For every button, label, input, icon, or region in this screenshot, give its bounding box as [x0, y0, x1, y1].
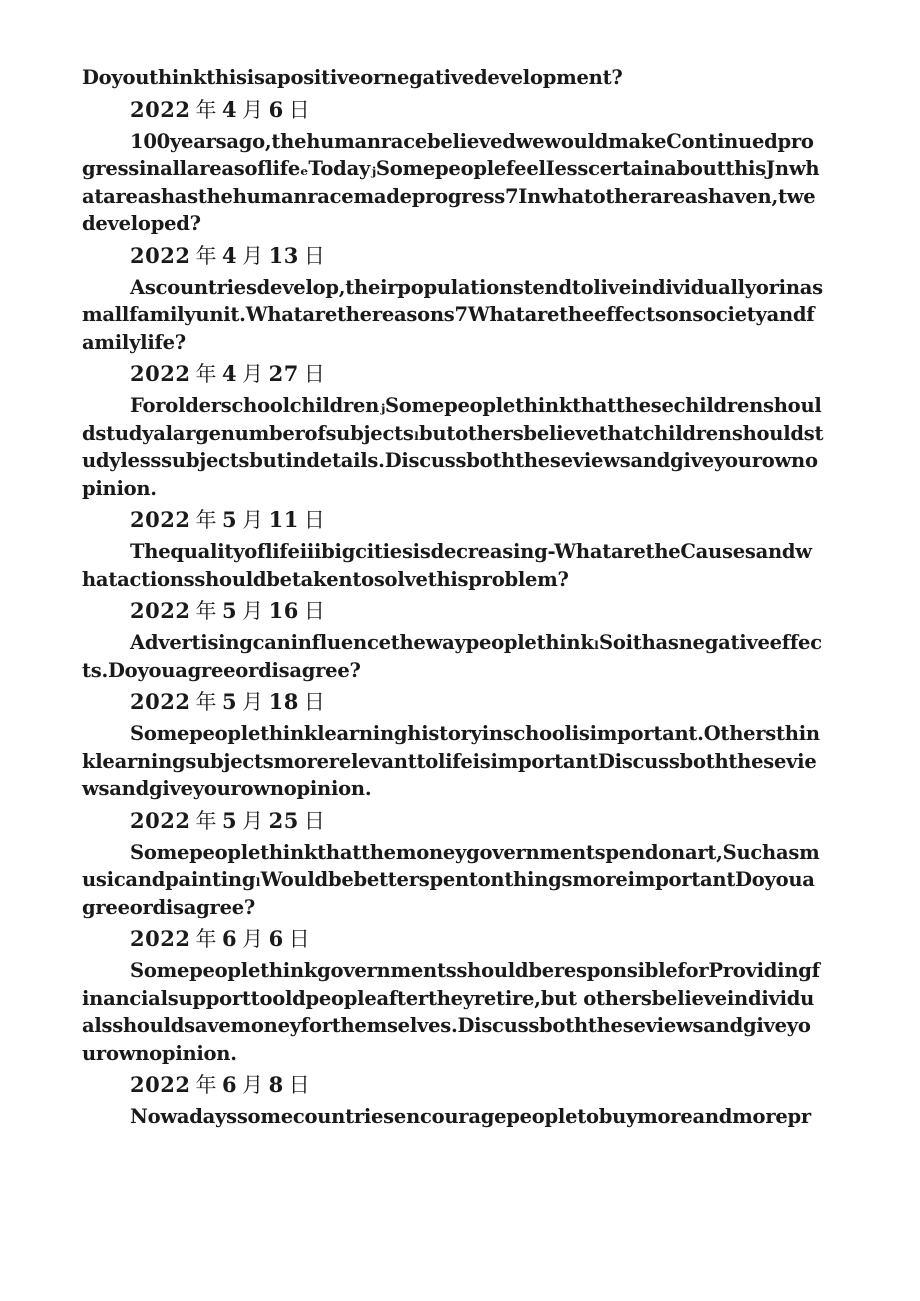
year-unit: 年	[195, 927, 217, 951]
date-day: 11	[268, 507, 299, 532]
entry-text: 100yearsago,thehumanracebelievedwewouldmakeContinuedprogressinallareasoflifeₑTodayⱼSomepeoplefeelIesscertainaboutthisJnwhatareashasthehumanracemadeprogress7Inwhatotherareashaven,twedeveloped?	[82, 129, 820, 235]
day-unit: 日	[288, 97, 311, 122]
date-year: 2022	[130, 598, 191, 623]
month-unit: 月	[242, 690, 264, 714]
day-unit: 日	[303, 362, 326, 386]
entry-date	[82, 94, 824, 126]
entry-text: SomepeoplethinkgovernmentsshouldberesponsibleforProvidingfinancialsupporttooldpeopleaftertheyretire,but othersbelieveindividualsshouldsavemoneyforthemselves.Discussboththeseviewsandgiveyourownopinion.	[82, 959, 820, 1065]
month-unit: 月	[242, 599, 264, 623]
entry-text: Nowadayssomecountriesencouragepeopletobuymoreandmorepr	[130, 1105, 811, 1128]
entry-date	[82, 358, 824, 390]
year-unit: 年	[195, 362, 217, 386]
date-month: 4	[221, 96, 238, 122]
day-unit: 日	[288, 1073, 311, 1097]
year-unit: 年	[195, 508, 217, 532]
document-page	[82, 64, 824, 1131]
date-month: 6	[221, 926, 238, 951]
date-year: 2022	[130, 689, 191, 714]
date-year: 2022	[130, 807, 191, 833]
date-year: 2022	[130, 96, 191, 122]
month-unit: 月	[242, 97, 264, 122]
day-unit: 日	[303, 508, 326, 532]
month-unit: 月	[242, 243, 264, 268]
month-unit: 月	[242, 362, 264, 386]
entry-date	[82, 1069, 824, 1101]
entry-text: AdvertisingcaninfluencethewaypeoplethinkₗSoithasnegativeeffects.Doyouagreeordisagree?	[82, 631, 822, 682]
entry	[82, 504, 824, 593]
year-unit: 年	[195, 1073, 217, 1097]
entry-date	[82, 240, 824, 272]
month-unit: 月	[242, 927, 264, 951]
date-month: 4	[221, 242, 238, 268]
date-day: 13	[268, 242, 299, 268]
date-day: 16	[268, 598, 299, 623]
entry	[82, 94, 824, 238]
date-month: 5	[221, 507, 238, 532]
entry-text: ForolderschoolchildrenⱼSomepeoplethinkthatthesechildrenshouldstudyalargenumberofsubjectsₗbutothersbelievethatchildrenshouldstudylesssubjectsbutindetails.Discussboththeseviewsandgiveyourownopinion.	[82, 394, 824, 500]
date-year: 2022	[130, 1072, 191, 1097]
date-day: 27	[268, 361, 299, 386]
month-unit: 月	[242, 508, 264, 532]
year-unit: 年	[195, 243, 217, 268]
year-unit: 年	[195, 97, 217, 122]
date-year: 2022	[130, 507, 191, 532]
date-day: 25	[268, 807, 299, 833]
entry	[82, 805, 824, 922]
year-unit: 年	[195, 599, 217, 623]
entry	[82, 240, 824, 357]
date-day: 8	[268, 1072, 284, 1097]
entry-date	[82, 595, 824, 627]
date-month: 5	[221, 598, 238, 623]
month-unit: 月	[242, 808, 264, 833]
entry	[82, 358, 824, 502]
entry	[82, 923, 824, 1067]
day-unit: 日	[303, 243, 326, 268]
month-unit: 月	[242, 1073, 264, 1097]
date-year: 2022	[130, 242, 191, 268]
entry-text: Thequalityoflifeiiibigcitiesisdecreasing-WhataretheCausesandwhatactionsshouldbetakentosolvethisproblem?	[82, 540, 812, 591]
day-unit: 日	[288, 927, 311, 951]
day-unit: 日	[303, 808, 326, 833]
date-month: 6	[221, 1072, 238, 1097]
entry-date	[82, 504, 824, 536]
entry-date	[82, 686, 824, 718]
year-unit: 年	[195, 808, 217, 833]
entry-text: Somepeoplethinkthatthemoneygovernmentspendonart,SuchasmusicandpaintingₗWouldbebetterspentonthingsmoreimportantDoyouagreeordisagree?	[82, 840, 820, 919]
entry-text: Somepeoplethinklearninghistoryinschoolisimportant.OthersthinklearningsubjectsmorerelevanttolifeisimportantDiscussboththeseviewsandgiveyourownopinion.	[82, 722, 820, 800]
date-year: 2022	[130, 926, 191, 951]
date-year: 2022	[130, 361, 191, 386]
date-day: 6	[268, 96, 284, 122]
lead-paragraph: Doyouthinkthisisapositiveornegativedevelopment?	[82, 66, 623, 89]
entry	[82, 686, 824, 803]
day-unit: 日	[303, 599, 326, 623]
date-day: 6	[268, 926, 284, 951]
entry-text: Ascountriesdevelop,theirpopulationstendtoliveindividuallyorinasmallfamilyunit.Whatarethereasons7Whataretheeffectsonsocietyandfamilylife?	[82, 275, 823, 354]
date-day: 18	[268, 689, 299, 714]
year-unit: 年	[195, 690, 217, 714]
entry	[82, 1069, 824, 1131]
date-month: 5	[221, 689, 238, 714]
date-month: 5	[221, 807, 238, 833]
entry-date	[82, 805, 824, 837]
day-unit: 日	[303, 690, 326, 714]
entry-date	[82, 923, 824, 955]
entry	[82, 595, 824, 684]
date-month: 4	[221, 361, 238, 386]
